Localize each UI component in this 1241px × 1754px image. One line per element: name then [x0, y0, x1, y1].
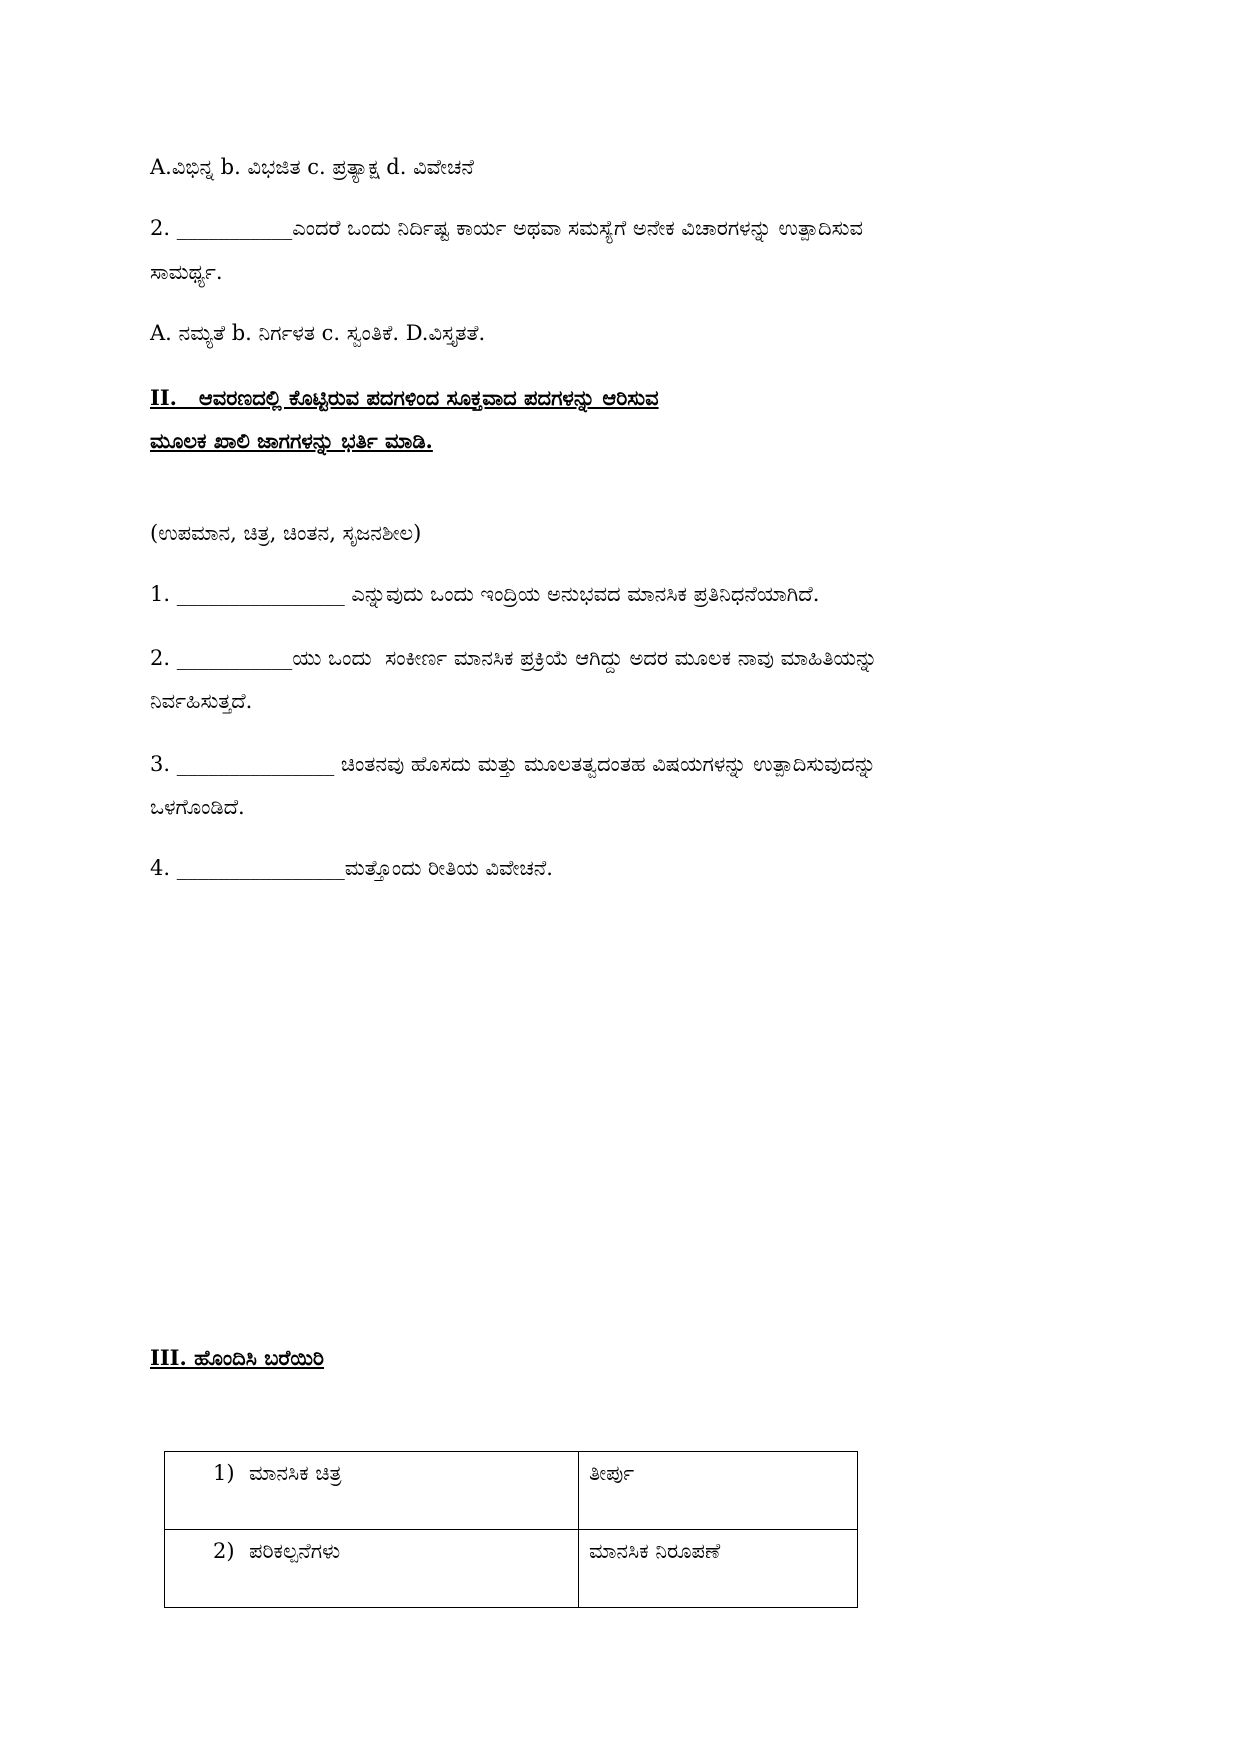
- match-right-cell: [579, 1530, 858, 1608]
- fill-blank-q1: 1. ________________ ಎನ್ನುವುದು ಒಂದು ಇಂದ್ರಿಯ ಅನುಭವದ ಮಾನಸಿಕ ಪ್ರತಿನಿಧನೆಯಾಗಿದೆ.: [150, 582, 820, 606]
- table-row: [165, 1530, 858, 1608]
- match-right-term: ಮಾನಸಿಕ ನಿರೂಪಣೆ: [589, 1539, 721, 1563]
- table-row: [165, 1452, 858, 1530]
- row-number: 2): [213, 1539, 235, 1563]
- row-number: 1): [213, 1461, 235, 1485]
- match-left-cell: [165, 1452, 579, 1530]
- q2-text-line2: ಸಾಮರ್ಥ್ಯ.: [150, 260, 223, 284]
- match-right-term: ತೀರ್ಪು: [589, 1461, 635, 1485]
- q1-options: A.ವಿಭಿನ್ನ b. ವಿಭಜಿತ c. ಪ್ರತ್ಯಾಕ್ಷ d. ವಿವೇಚನೆ: [150, 155, 474, 179]
- fill-blank-q3-line1: 3. _______________ ಚಿಂತನವು ಹೊಸದು ಮತ್ತು ಮೂಲತತ್ವದಂತಹ ವಿಷಯಗಳನ್ನು ಉತ್ಪಾದಿಸುವುದನ್ನು: [150, 752, 877, 776]
- fill-blank-q3-line2: ಒಳಗೊಂಡಿದೆ.: [150, 795, 245, 819]
- q2-text-line1: 2. ___________ಎಂದರೆ ಒಂದು ನಿರ್ದಿಷ್ಟ ಕಾರ್ಯ ಅಥವಾ ಸಮಸ್ಯೆಗೆ ಅನೇಕ ವಿಚಾರಗಳನ್ನು ಉತ್ಪಾದಿಸುವ: [150, 216, 863, 240]
- fill-blank-q4: 4. ________________ಮತ್ತೊಂದು ರೀತಿಯ ವಿವೇಚನೆ.: [150, 856, 553, 880]
- section-two-heading-line1: II. ಆವರಣದಲ್ಲಿ ಕೊಟ್ಟಿರುವ ಪದಗಳಿಂದ ಸೂಕ್ತವಾದ ಪದಗಳನ್ನು ಆರಿಸುವ: [150, 385, 659, 410]
- match-left-cell: [165, 1530, 579, 1608]
- fill-blank-q2-line2: ನಿರ್ವಹಿಸುತ್ತದೆ.: [150, 689, 253, 713]
- word-bank: (ಉಪಮಾನ, ಚಿತ್ರ, ಚಿಂತನ, ಸೃಜನಶೀಲ): [150, 521, 422, 545]
- section-two-heading-line2: ಮೂಲಕ ಖಾಲಿ ಜಾಗಗಳನ್ನು ಭರ್ತಿ ಮಾಡಿ.: [150, 428, 433, 453]
- match-table: [164, 1451, 858, 1608]
- match-left-term: ಪರಿಕಲ್ಪನೆಗಳು: [249, 1539, 341, 1563]
- match-left-term: ಮಾನಸಿಕ ಚಿತ್ರ: [249, 1461, 342, 1485]
- match-right-cell: [579, 1452, 858, 1530]
- section-three-heading: III. ಹೊಂದಿಸಿ ಬರೆಯಿರಿ: [150, 1345, 325, 1370]
- fill-blank-q2-line1: 2. ___________ಯು ಒಂದು ಸಂಕೀರ್ಣ ಮಾನಸಿಕ ಪ್ರಕ್ರಿಯೆ ಆಗಿದ್ದು ಅದರ ಮೂಲಕ ನಾವು ಮಾಹಿತಿಯನ್ನು: [150, 646, 878, 670]
- q2-options: A. ನಮ್ಯತೆ b. ನಿರ್ಗಳತ c. ಸ್ವಂತಿಕೆ. D.ವಿಸ್ತೃತತೆ.: [150, 321, 486, 345]
